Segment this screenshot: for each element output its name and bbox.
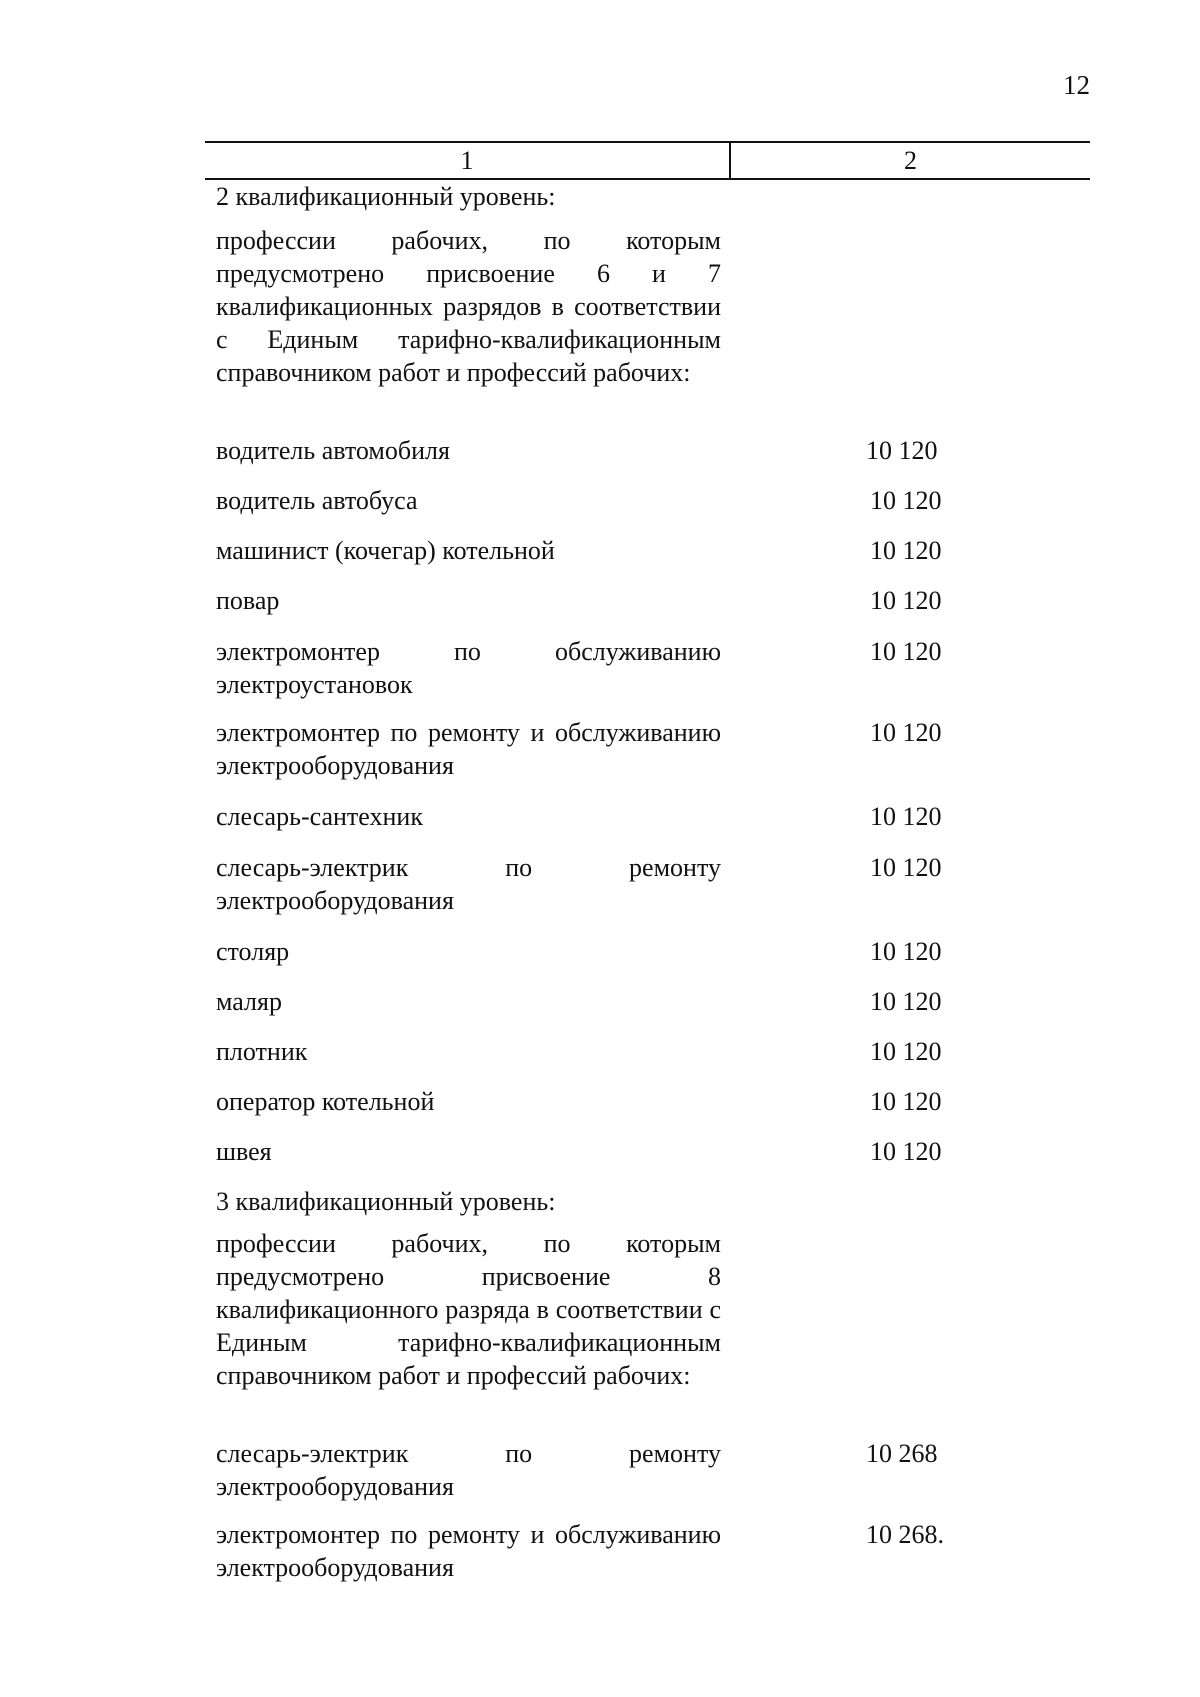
row-value: 10 120 [870, 1087, 942, 1116]
table-header [205, 141, 1090, 180]
row-value: 10 120 [870, 536, 942, 565]
row-value: 10 120 [870, 637, 942, 666]
row-value: 10 268 [866, 1439, 938, 1468]
row-value: 10 120 [870, 987, 942, 1016]
row-name: слесарь-электрик по ремонту электрооборудования [216, 1439, 721, 1501]
header-col-2: 2 [904, 146, 917, 175]
row-value: 10 120 [870, 937, 942, 966]
row-value: 10 120 [870, 718, 942, 747]
row-name: маляр [216, 987, 282, 1016]
row-name: повар [216, 586, 280, 615]
row-name: слесарь-электрик по ремонту электрооборудования [216, 853, 721, 915]
row-name: столяр [216, 937, 290, 966]
row-name: плотник [216, 1037, 308, 1066]
row-value: 10 268. [866, 1520, 944, 1549]
row-value: 10 120 [870, 486, 942, 515]
row-name: электромонтер по обслуживанию электроустановок [216, 637, 721, 699]
section-2-title: 2 квалификационный уровень: [216, 182, 556, 211]
row-name: оператор котельной [216, 1087, 435, 1116]
section-2-description: профессии рабочих, по которым предусмотрено присвоение 6 и 7 квалификационных разрядов в соответствии с Единым тарифно-квалификационным справочником работ и профессий рабочих: [216, 226, 721, 387]
row-name: швея [216, 1137, 272, 1166]
row-value: 10 120 [870, 802, 942, 831]
row-value: 10 120 [866, 436, 938, 465]
row-value: 10 120 [870, 1037, 942, 1066]
row-name: электромонтер по ремонту и обслуживанию электрооборудования [216, 1520, 721, 1582]
row-name: водитель автобуса [216, 486, 418, 515]
row-name: электромонтер по ремонту и обслуживанию электрооборудования [216, 718, 721, 780]
row-value: 10 120 [870, 1137, 942, 1166]
section-3-title: 3 квалификационный уровень: [216, 1187, 556, 1216]
row-name: машинист (кочегар) котельной [216, 536, 555, 565]
row-name: водитель автомобиля [216, 436, 450, 465]
row-value: 10 120 [870, 586, 942, 615]
row-value: 10 120 [870, 853, 942, 882]
section-3-description: профессии рабочих, по которым предусмотрено присвоение 8 квалификационного разряда в соответствии с Единым тарифно-квалификационным справочником работ и профессий рабочих: [216, 1229, 721, 1390]
header-col-1: 1 [205, 143, 731, 178]
row-name: слесарь-сантехник [216, 802, 423, 831]
page-number: 12 [1063, 70, 1090, 100]
